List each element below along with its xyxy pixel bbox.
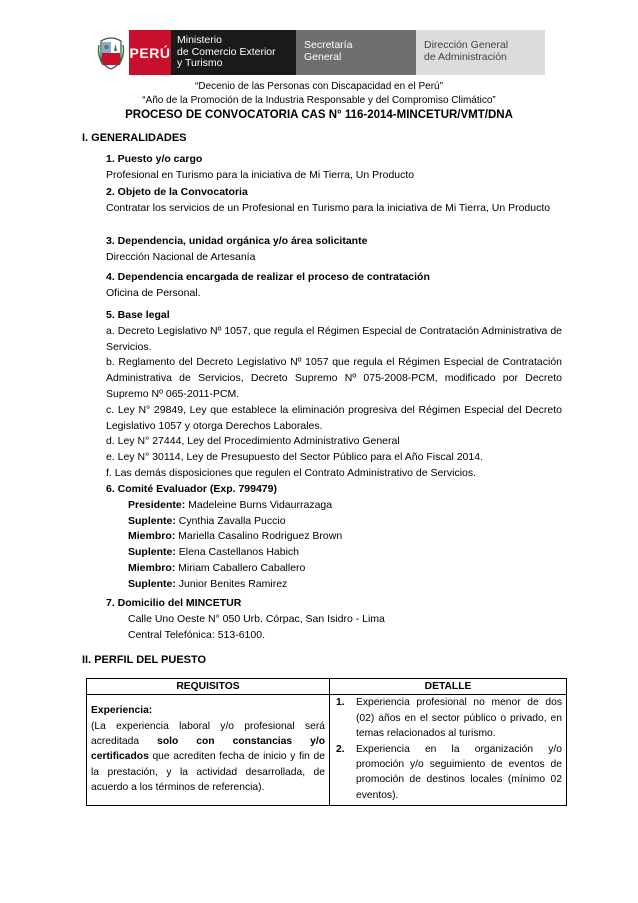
member-role: Presidente: <box>128 498 186 511</box>
committee-member <box>106 561 562 577</box>
detail-number: 2. <box>336 743 345 755</box>
item-3 <box>106 234 562 266</box>
item-2 <box>106 185 562 217</box>
member-role: Suplente: <box>128 514 176 527</box>
item-4-title: 4. Dependencia encargada de realizar el proceso de contratación <box>106 271 430 283</box>
req-body <box>91 719 325 796</box>
section-1-heading: I. GENERALIDADES <box>82 132 187 144</box>
peru-logo: PERÚ <box>129 30 171 75</box>
member-name: Madeleine Burns Vidaurrazaga <box>185 498 333 511</box>
secretaria-logo <box>296 30 416 75</box>
direccion-line-1: Dirección General <box>424 39 509 51</box>
item-3-title: 3. Dependencia, unidad orgánica y/o área solicitante <box>106 235 368 247</box>
member-name: Junior Benites Ramirez <box>175 577 288 590</box>
direccion-line-2: de Administración <box>424 50 507 63</box>
legal-line-c: c. Ley N° 29849, Ley que establece la eliminación progresiva del Régimen Especial del Decreto Legislativo 1057 y otorga Derechos Laborales. <box>106 403 562 432</box>
member-name: Elena Castellanos Habich <box>175 546 299 559</box>
item-6-title: 6. Comité Evaluador (Exp. 799479) <box>106 483 277 495</box>
detail-text: Experiencia profesional no menor de dos (02) años en el sector público o privado, en temas relacionados al turismo. <box>356 697 562 740</box>
member-role: Miembro: <box>128 530 176 543</box>
ministry-line-3: y Turismo <box>177 57 223 69</box>
item-1 <box>106 152 562 184</box>
table-header-row <box>87 679 567 695</box>
ministry-logo <box>171 30 296 75</box>
detail-text: Experiencia en la organización y/o promoción y/o seguimiento de eventos de promoción de destinos locales (mínimo 02 eventos). <box>356 743 562 801</box>
member-role: Suplente: <box>128 546 176 559</box>
item-7 <box>106 596 562 643</box>
item-5-title: 5. Base legal <box>106 309 170 321</box>
item-2-text: Contratar los servicios de un Profesional en Turismo para la iniciativa de Mi Tierra, Un Producto <box>106 201 551 214</box>
committee-member <box>106 577 562 593</box>
ministry-line-2: de Comercio Exterior <box>177 45 276 58</box>
table-row <box>87 695 567 806</box>
detail-item <box>334 742 562 804</box>
decade-line: “Decenio de las Personas con Discapacidad en el Perú” <box>195 81 443 92</box>
committee-member <box>106 514 562 530</box>
ministry-line-1: Ministerio <box>177 34 222 46</box>
detail-item <box>334 695 562 741</box>
secretaria-line-2: General <box>304 50 342 63</box>
secretaria-line-1: Secretaría <box>304 39 353 51</box>
committee-member <box>106 529 562 545</box>
header-banner <box>93 30 545 75</box>
member-role: Suplente: <box>128 577 176 590</box>
item-1-title: 1. Puesto y/o cargo <box>106 153 203 165</box>
item-6 <box>106 482 562 593</box>
item-5 <box>106 308 562 482</box>
legal-line-b: b. Reglamento del Decreto Legislativo Nº 1057 que regula el Régimen Especial de Contratación Administrativa de Servicios, Decreto Supremo Nº 075-2008-PCM, modificado por Decreto Supremo Nº 065-2011-PCM. <box>106 356 562 400</box>
item-7-title: 7. Domicilio del MINCETUR <box>106 597 242 609</box>
legal-line-a: a. Decreto Legislativo Nº 1057, que regula el Régimen Especial de Contratación Administrativa de Servicios. <box>106 324 562 353</box>
legal-line-d: d. Ley N° 27444, Ley del Procedimiento Administrativo General <box>106 435 400 448</box>
detalle-cell <box>330 695 567 806</box>
detail-number: 1. <box>336 697 345 709</box>
member-name: Miriam Caballero Caballero <box>175 561 306 574</box>
address: Calle Uno Oeste N° 050 Urb. Córpac, San Isidro - Lima <box>128 612 385 625</box>
item-2-title: 2. Objeto de la Convocatoria <box>106 186 248 198</box>
member-name: Mariella Casalino Rodriguez Brown <box>175 530 343 543</box>
item-1-text: Profesional en Turismo para la iniciativa de Mi Tierra, Un Producto <box>106 168 415 181</box>
item-3-text: Dirección Nacional de Artesanía <box>106 250 256 263</box>
legal-line-e: e. Ley N° 30114, Ley de Presupuesto del Sector Público para el Año Fiscal 2014. <box>106 451 483 464</box>
requisitos-cell <box>87 695 330 806</box>
requirements-table <box>86 678 567 806</box>
req-bold: solo con constancias y/o certificados <box>91 735 326 763</box>
req-title: Experiencia: <box>91 705 153 717</box>
committee-member <box>106 498 562 514</box>
item-4 <box>106 270 562 302</box>
col-detalle: DETALLE <box>330 679 567 695</box>
member-role: Miembro: <box>128 561 176 574</box>
req-text-a: (La experiencia laboral y/o profesional será acreditada <box>91 720 325 747</box>
coat-of-arms-icon <box>93 30 129 75</box>
committee-member <box>106 545 562 561</box>
col-requisitos: REQUISITOS <box>87 679 330 695</box>
phone: Central Telefónica: 513-6100. <box>128 628 265 641</box>
item-4-text: Oficina de Personal. <box>106 286 201 299</box>
member-name: Cynthia Zavalla Puccio <box>175 514 286 527</box>
req-text-c: que acrediten fecha de inicio y fin de la prestación, y la actividad desarrollada, de acuerdo a los términos de referencia). <box>91 751 325 794</box>
process-title: PROCESO DE CONVOCATORIA CAS N° 116-2014-MINCETUR/VMT/DNA <box>125 109 513 121</box>
direccion-logo <box>416 30 545 75</box>
year-line: “Año de la Promoción de la Industria Responsable y del Compromiso Climático” <box>142 95 496 106</box>
legal-line-f: f. Las demás disposiciones que regulen el Contrato Administrativo de Servicios. <box>106 466 477 479</box>
section-2-heading: II. PERFIL DEL PUESTO <box>82 654 207 666</box>
